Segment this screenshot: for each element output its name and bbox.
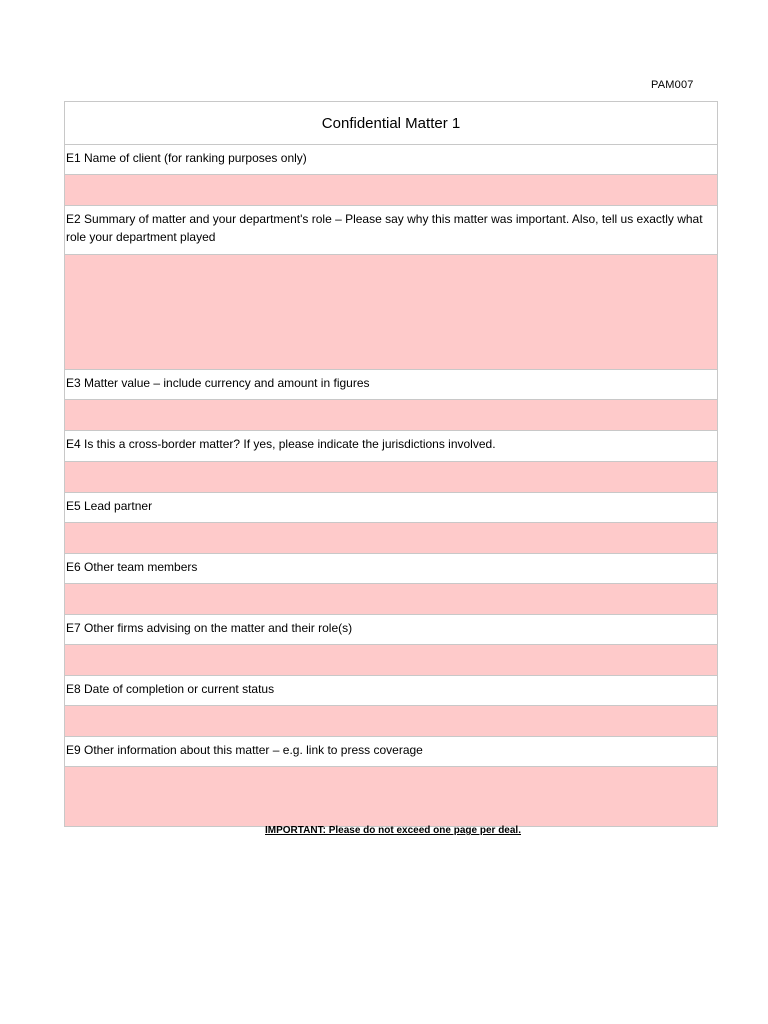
field-label-e1: E1 Name of client (for ranking purposes only) bbox=[65, 145, 717, 175]
matter-form-table bbox=[64, 101, 718, 827]
field-input-e4[interactable] bbox=[65, 462, 717, 493]
field-label-e2: E2 Summary of matter and your department's role – Please say why this matter was important. Also, tell us exactly what role your department played bbox=[65, 206, 717, 255]
field-input-e3[interactable] bbox=[65, 400, 717, 431]
field-label-e9: E9 Other information about this matter – e.g. link to press coverage bbox=[65, 737, 717, 767]
field-label-e4: E4 Is this a cross-border matter? If yes, please indicate the jurisdictions involved. bbox=[65, 431, 717, 462]
field-input-e2[interactable] bbox=[65, 255, 717, 370]
field-input-e9[interactable] bbox=[65, 767, 717, 826]
form-title: Confidential Matter 1 bbox=[65, 102, 717, 145]
field-input-e5[interactable] bbox=[65, 523, 717, 554]
field-label-e8: E8 Date of completion or current status bbox=[65, 676, 717, 706]
field-label-e6: E6 Other team members bbox=[65, 554, 717, 584]
field-input-e7[interactable] bbox=[65, 645, 717, 676]
field-input-e8[interactable] bbox=[65, 706, 717, 737]
field-label-e5: E5 Lead partner bbox=[65, 493, 717, 523]
field-label-e3: E3 Matter value – include currency and amount in figures bbox=[65, 370, 717, 400]
field-input-e1[interactable] bbox=[65, 175, 717, 206]
field-label-e7: E7 Other firms advising on the matter and their role(s) bbox=[65, 615, 717, 645]
form-code: PAM007 bbox=[651, 79, 694, 91]
field-input-e6[interactable] bbox=[65, 584, 717, 615]
footer-note: IMPORTANT: Please do not exceed one page per deal. bbox=[265, 825, 521, 836]
